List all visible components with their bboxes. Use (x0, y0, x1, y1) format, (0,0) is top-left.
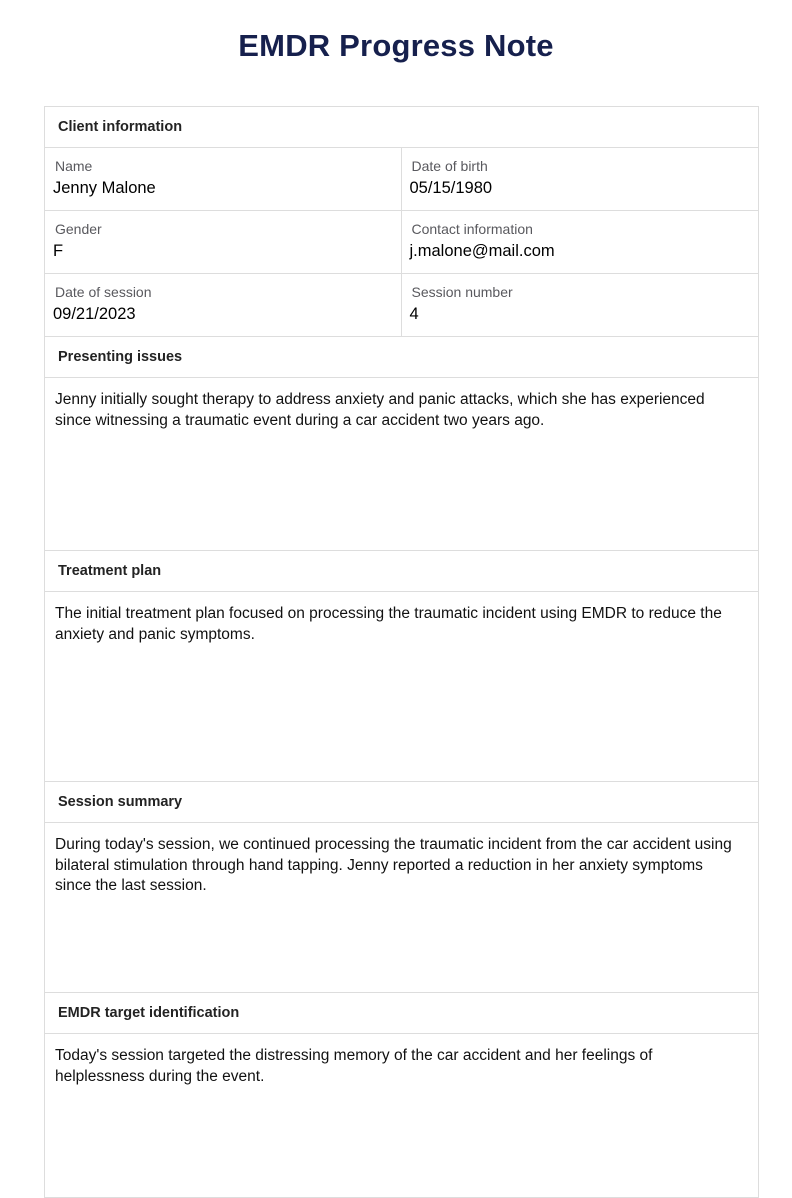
field-date-of-birth[interactable] (402, 148, 759, 210)
section-body-row-treatment-plan (45, 592, 758, 782)
field-value-date-of-session: 09/21/2023 (53, 305, 136, 323)
field-gender[interactable] (45, 211, 402, 273)
field-value-session-number: 4 (409, 305, 419, 323)
textarea-emdr-target-identification[interactable] (45, 1034, 758, 1197)
field-date-of-session[interactable] (45, 274, 402, 336)
section-header-row-client-information (45, 107, 758, 148)
field-session-number[interactable] (402, 274, 759, 336)
section-header-row-presenting-issues (45, 337, 758, 378)
section-label-emdr-target-identification: EMDR target identification (58, 1005, 240, 1021)
table-row-gender-contact (45, 211, 758, 274)
field-label-date-of-birth: Date of birth (411, 158, 488, 174)
section-header-row-session-summary (45, 782, 758, 823)
field-label-gender: Gender (55, 221, 102, 237)
section-text-emdr-target-identification: Today's session targeted the distressing memory of the car accident and her feelings of helplessness during the event. (55, 1047, 653, 1085)
section-text-treatment-plan: The initial treatment plan focused on processing the traumatic incident using EMDR to reduce the anxiety and panic symptoms. (55, 605, 722, 643)
field-value-date-of-birth: 05/15/1980 (409, 179, 493, 197)
field-label-name: Name (55, 158, 93, 174)
table-row-name-dob (45, 148, 758, 211)
textarea-session-summary[interactable] (45, 823, 758, 992)
emdr-note-form-table (44, 106, 759, 1198)
field-name[interactable] (45, 148, 402, 210)
field-value-name: Jenny Malone (53, 179, 156, 197)
textarea-treatment-plan[interactable] (45, 592, 758, 781)
section-label-session-summary: Session summary (58, 794, 183, 810)
section-text-session-summary: During today's session, we continued processing the traumatic incident from the car accident using bilateral stimulation through hand tapping. Jenny reported a reduction in her anxiety symptoms since the last session. (55, 836, 732, 894)
field-contact-information[interactable] (402, 211, 759, 273)
section-header-row-emdr-target-identification (45, 993, 758, 1034)
section-header-row-treatment-plan (45, 551, 758, 592)
field-value-contact-information: j.malone@mail.com (409, 242, 555, 260)
section-body-row-presenting-issues (45, 378, 758, 551)
field-label-session-number: Session number (411, 284, 513, 300)
section-label-client-information: Client information (58, 119, 183, 135)
textarea-presenting-issues[interactable] (45, 378, 758, 550)
section-text-presenting-issues: Jenny initially sought therapy to address anxiety and panic attacks, which she has experienced since witnessing a traumatic event during a car accident two years ago. (55, 391, 705, 429)
section-label-treatment-plan: Treatment plan (58, 563, 162, 579)
page-title: EMDR Progress Note (238, 28, 554, 63)
section-body-row-session-summary (45, 823, 758, 993)
table-row-session-date-number (45, 274, 758, 337)
section-label-presenting-issues: Presenting issues (58, 349, 183, 365)
field-label-contact-information: Contact information (411, 221, 533, 237)
field-value-gender: F (53, 242, 64, 260)
section-body-row-emdr-target-identification (45, 1034, 758, 1198)
field-label-date-of-session: Date of session (55, 284, 152, 300)
